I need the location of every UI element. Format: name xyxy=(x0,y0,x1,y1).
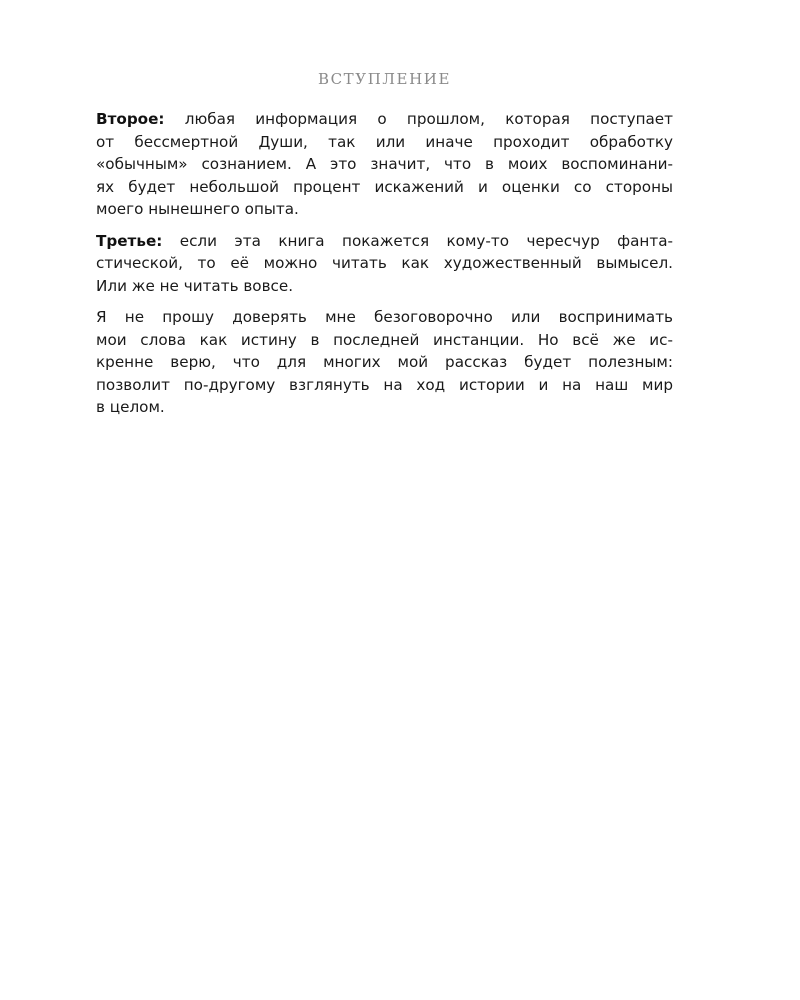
paragraph-closing xyxy=(96,306,673,419)
text-line: Или же не читать вовсе. xyxy=(96,276,294,295)
text-line: «обычным» сознанием. А это значит, что в моих воспоминани- xyxy=(96,155,673,173)
text-line: моего нынешнего опыта. xyxy=(96,200,299,218)
text-line: мои слова как истину в последней инстанции. Но всё же ис- xyxy=(96,330,673,349)
book-page xyxy=(96,0,673,428)
text-line: Я не прошу доверять мне безоговорочно или воспринимать xyxy=(96,308,673,326)
text-line: Третье: если эта книга покажется кому-то чересчур фанта- xyxy=(96,231,673,250)
text-line: кренне верю, что для многих мой рассказ будет полезным: xyxy=(96,353,673,371)
text-line: Второе: любая информация о прошлом, которая поступает xyxy=(96,110,673,128)
text-line: в целом. xyxy=(96,398,165,416)
text-line: позволит по-другому взглянуть на ход истории и на наш мир xyxy=(96,375,673,394)
text-line: стической, то её можно читать как художественный вымысел. xyxy=(96,254,673,272)
text-line: ях будет небольшой процент искажений и оценки со стороны xyxy=(96,177,673,196)
paragraph-lead: Второе: xyxy=(96,110,165,128)
paragraph-lead: Третье: xyxy=(96,231,163,250)
paragraph-second xyxy=(96,108,673,221)
running-head: ВСТУПЛЕНИЕ xyxy=(317,70,451,88)
paragraph-third xyxy=(96,230,673,298)
body-text xyxy=(96,108,673,419)
text-line: от бессмертной Души, так или иначе проходит обработку xyxy=(96,132,673,151)
